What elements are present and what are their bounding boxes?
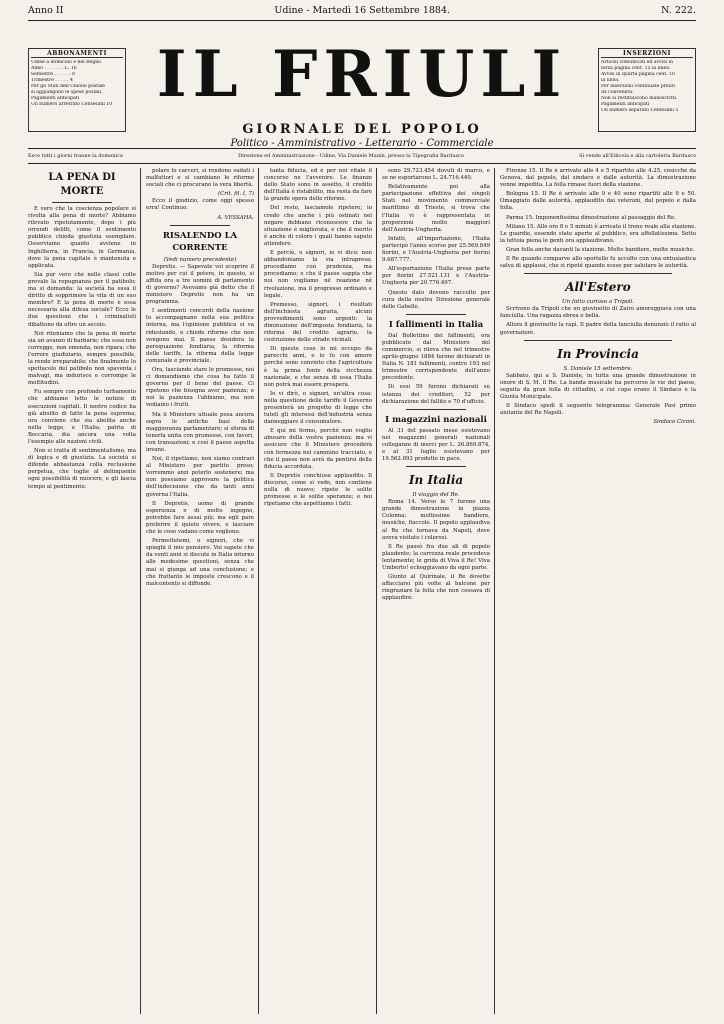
inserzioni-line: Non si restituiscono manoscritti. [601,96,678,101]
column-4 [382,168,490,1014]
paragraph: Ecco il giudizio, come oggi spesso erra! Continuo. [146,198,254,212]
paragraph: Sia pur vero che nelle classi colte prevale la repugnanza per il patibolo; ma si domanda: la società ha essa il diritto di sopprimere la vita di un suo membro? E la pena di morte è essa necessaria alla difesa sociale? Ecco le due questioni che i criminalisti dibattono da oltre un secolo. [28,271,136,328]
article-subtitle: (Vedi numero precedente) [163,256,237,263]
divider [52,202,112,203]
paragraph: Noi riteniamo che la pena di morte sia un avanzo di barbarie; che essa non corregge, non emenda, non ripara; che l'errore giudiziario, sempre possibile, la rende irreparabile; che finalmente lo spettacolo del patibolo non spaventa i malvagi, ma indurisce e corrompe le moltitudini. [28,330,136,387]
info-right: Si vende all'Edicola e alla cartoleria Bardusco [579,153,696,159]
paragraph: Scrivono da Tripoli che un giovinotto di Zairo amoreggiava con una fanciulla. Una ragazza ebrea e bella. [500,306,696,320]
paragraph: sono 29.723.454 dovuti di marco, e se ne esportarono L. 24.716.440. [382,168,490,182]
paragraph: E qui mi fermo, perché non voglio abusare della vostra pazienza; ma vi assicuro che il Ministero procederà con fermezza nel cammino tracciato, e che il paese non avrà da pentirsi della fiducia accordata. [264,428,372,470]
masthead-title: IL FRIULI [156,37,568,112]
paragraph: Giunto al Quirinale, il Re dovette affacciarsi più volte al balcone per ringraziare la folla che non cessava di applaudire. [382,574,490,602]
citation: (Crit. fil. I, 7) [218,191,254,198]
inserzioni-line: Pagamenti anticipati [601,102,650,107]
paragraph: Ma il Ministero attuale posa ancora sopra le antiche basi della maggioranza parlamentare; si sforza di tenerla unita con promesse, con favori, con transazioni; e così il paese aspetta invano. [146,411,254,453]
paragraph: Il Depretis, uomo di grande esperienza e di molto ingegno, potrebbe fare assai più; ma egli pare preferire il quieto vivere, e lasciare che le cose vadano come vogliono. [146,500,254,536]
column-rule [258,168,259,1014]
paragraph: Permettetemi, o signori, che vi spieghi il mio pensiero. Voi sapete che da venti anni si discute in Italia intorno alle medesime questioni, senza che mai si giunga ad una conclusione; e che frattanto le imposte crescono e il malcontento si diffonde. [146,538,254,587]
inserzioni-title: INSERZIONI [601,51,693,58]
abbonamenti-line: Semestre . . . . . . 8 [31,72,75,77]
column-3 [264,168,372,1014]
divider [406,466,466,467]
column-2 [146,168,254,1014]
paragraph: polare lo carceri, si rendono sudati i malfattori e si cambiano le riforme sociali che ci procurano la vera libertà. [146,168,254,189]
divider [406,409,466,410]
section-subtitle: S. Daniele 15 settembre. [563,365,633,372]
abbonamenti-box [28,48,126,132]
column-5 [500,168,696,1014]
abbonamenti-line: Per gli Stati dell'Unione postale [31,84,106,89]
abbonamenti-title: ABBONAMENTI [31,51,123,58]
inserzioni-box [598,48,696,132]
paragraph: tanta fiducia, ed è per noi vitale il concorso ne l'avvenire. Le finanze dello Stato sono in assetto, il credito dell'Italia è ristabilito, ma resta da fare la grande opera delle riforme. [264,168,372,203]
info-left: Esce tutti i giorni tranne la domenica [28,153,123,159]
column-1 [28,168,136,1014]
paragraph: Non si tratta di sentimentalismo, ma di logica e di giustizia. La società si difende abbastanza colla reclusione perpetua, che toglie al delinquente ogni possibilità di nuocere, e gli lascia tempo al pentimento. [28,448,136,490]
paragraph: Bologna 15. Il Re è arrivato alle 9 e 40 sono ripartiti alle 9 e 50. Omaggiato dalle autorità, applaudito dai veterani, dal popolo e dalla folla. [500,191,696,212]
paragraph: Milano 15. Alle ore 8 e 5 minuti è arrivato il treno reale alla stazione. Le guardie, essendo state aperte al pubblico, era affollatissima. Sotto la tettoia piena le genti ora applaudivano. [500,223,696,244]
paragraph: Ora, lasciando stare le promesse, noi ci domandiamo che cosa ha fatto il governo per il bene del paese. Ci ripetono che bisogna aver pazienza; e noi la pazienza l'abbiamo, ma non vediamo i frutti. [146,366,254,409]
inserzioni-line: Articoli comunicati ed avvisi in [601,60,673,65]
section-title-in-italia: In Italia [408,473,464,488]
section-title-provincia: In Provincia [557,346,639,361]
paragraph: Sabbato, qui a S. Daniele, in tutta una grande dimostrazione in onore di S. M. il Re. La banda musicale ha percorso le vie del paese, seguita da gran folla di cittadini, a cui capo erano il Sindaco e la Giunta Municipale. [500,372,696,400]
abbonamenti-line: Anno . . . . . . . L. 16 [31,66,77,71]
paragraph: Roma 14. Verso le 7 furono una grande dimostrazione in piazza Colonna; moltissime bandiere, musiche, fiaccole. Il popolo applaudiva al Re che tornava da Napoli, dove aveva visitato i colerosi. [382,499,490,541]
paragraph: Firenze 15. Il Re è arrivato alle 4 e 5 ripartito alle 4.25, cosicché da Genova, dal popolo, dal sindaco e dalle autorità. La dimostrazione venne impedita. La folla rimase fuori della stazione. [500,168,696,189]
divider [406,314,466,315]
divider [524,273,672,274]
info-center: Direzione ed Amministrazione - Udine, Via Daniele Manin, presso la Tipografia Bardusco [238,153,464,159]
inserzioni-line: da convenirsi. [601,90,634,95]
abbonamenti-line: Trimestre . . . . . 4 [31,78,73,83]
paragraph: Allora il giovinotto la rapì. Il padre della fanciulla denunziò il ratto al governatore. [500,322,696,336]
inserzioni-line: terza pagina cent. 15 la linea. [601,66,671,71]
info-rule-bottom [28,163,696,164]
paragraph: Il Sindaco spedì il seguente telegramma: Generale Pasi primo aiutante del Re Napoli. [500,402,696,417]
section-title-fallimenti: I fallimenti in Italia [388,319,484,330]
place-date: Udine - Martedì 16 Settembre 1884. [274,5,451,16]
paragraph: Infatti, all'importazione, l'Italia partecipò l'anno scorso per 25.569.849 fiorini, e l'Austria-Ungheria per fiorini 9.687.777. [382,235,490,264]
paragraph: Il Depretis conchiuse applaudito. Il discorso, come si vede, non contiene nulla di nuovo; ripete le solite promesse e le solite speranze; e noi ripetiamo che aspettiamo i fatti. [264,472,372,508]
paragraph: Del resto, lasciamole ripetere; io credo che anche i più ostinati nel negare debbano riconoscere che la situazione è migliorata, e che il merito è anche di coloro i quali hanno saputo attendere. [264,205,372,247]
section-subtitle: Un fatto curioso a Tripoli. [561,299,635,306]
paragraph: Di queste cose io mi occupo da parecchi anni, e lo fo con amore perché sono convinto che l'agricoltura è la prima fonte della ricchezza nazionale, e che senza di essa l'Italia non potrà mai essere prospera. [264,346,372,388]
paragraph: I sentimenti concordi della nazione lo accompagnano nella sua politica interna, ma l'opinione pubblica si va ridestando, e chiede riforme che non vengono mai. Il paese desidera la perequazione fondiaria, la riforma delle tariffe, la riforma della legge comunale e provinciale. [146,308,254,364]
inserzioni-line: Per inserzioni continuate prezzi [601,84,675,89]
year-label: Anno II [28,5,64,16]
paragraph: Il Re quando comparve allo sportello fu accolto con una entusiastica salva di applausi, che si ripeté quando scese per salutare le autorità. [500,256,696,270]
inserzioni-line: Avvisi in quarta pagina cent. 10 [601,72,675,77]
paragraph: Fu sempre con profondo turbamento che abbiamo letto le notizie di esecuzioni capitali. Il nostro codice ha già abolito di fatto la pena suprema; ora conviene che sia abolita anche nella legge, e l'Italia, patria di Beccaria, dia ancora una volta l'esempio alle nazioni civili. [28,389,136,445]
abbonamenti-line: Pagamenti anticipati [31,96,80,101]
column-rule [140,168,141,1014]
paragraph: All'esportazione l'Italia prese parte per fiorini 27.521.131 e l'Austria-Ungheria per 20.776.497. [382,266,490,287]
top-rule [28,20,696,21]
inserzioni-line: Un numero separato Centesimi 5 [601,108,679,113]
paragraph: Premesso, signori, i risultati dell'inchiesta agraria, alcuni provvedimenti sono urgenti: la diminuzione dell'imposta fondiaria, la riforma del credito agrario, la costruzione delle strade vicinali. [264,301,372,344]
paragraph: Questo dato devono raccolto per cura della nostra Direzione generale delle Gabelle. [382,289,490,310]
inserzioni-line: la linea. [601,78,620,83]
paragraph: Noi, il ripetiamo, non siamo contrari al Ministero per partito preso; vorremmo anzi poterlo sostenere; ma non possiamo approvare la politica dell'indecisione che da tanti anni governa l'Italia. [146,456,254,498]
abbonamenti-line: Udine a domicilio e nel Regno [31,60,101,65]
paragraph: Parma 15. Imponentissima dimostrazione al passaggio del Re. [506,214,676,221]
column-rule [494,168,495,1014]
column-rule [376,168,377,1014]
paragraph: Io vi dirò, o signori, un'altra cosa: nella questione delle tariffe il Governo presenterà un progetto di legge che tuteli gli interessi dell'industria senza danneggiare il consumatore. [264,390,372,426]
paragraph: Relativamente poi alla partecipazione effettiva dei singoli Stati nel movimento commerciale marittimo di Trieste, si trova che l'Italia vi è rappresentata in proporzioni molto maggiori dell'Austria-Ungheria. [382,184,490,233]
paragraph: Dal Bollettino dei fallimenti, ora pubblicato dal Ministero del commercio, si rileva che nel trimestre aprile-giugno 1884 furono dichiarati in Italia N. 181 fallimenti, contro 193 nel trimestre corrispondente dell'anno precedente. [382,332,490,382]
article-title-pena-di-morte: LA PENA DI MORTE [48,172,116,197]
paragraph: Gran folla anche davanti la stazione. Molte bandiere, molte musiche. [506,246,695,253]
issue-number: N. 222. [661,5,696,16]
masthead-tagline: Politico - Amministrativo - Letterario - Commerciale [230,138,494,149]
masthead-subtitle: GIORNALE DEL POPOLO [242,122,482,137]
top-line [28,4,696,18]
section-subtitle: Il viaggio del Re. [412,492,460,499]
paragraph: Al 31 del passato mese esistevano nei magazzini generali nazionali colleganze di merci per L. 26.869.874, e al 31 luglio esistevano per 19.562.893 prodotte in pace. [382,427,490,463]
abbonamenti-line: si aggiungono le spese postali. [31,90,103,95]
divider [524,340,672,341]
abbonamenti-line: Un numero arretrato Centesimi 10 [31,102,113,107]
signature: A. VESSAHA. [217,214,254,221]
article-title-risalendo: RISALENDO LA CORRENTE [162,230,238,253]
section-title-estero: All'Estero [565,280,631,295]
paragraph: Il Re passò fra due ali di popolo plaudente; la carrozza reale procedeva lentamente; le grida di Viva il Re! Viva Umberto! echeggiavano da ogni parte. [382,543,490,572]
info-bar [28,150,696,162]
paragraph: E vero che la coscienza popolare si rivolta alla pena di morte? Abbiamo rilevato ripetutamente, dopo i più orrendi delitti, come il sentimento pubblico chieda giustizia esemplare. Osserviamo quanto avviene in Inghilterra, in Francia, in Germania, dove la pena capitale è mantenuta e applicata. [28,206,136,269]
paragraph: Depretis. — Sapevate voi scoprire il motivo per cui il potere, in questo, si affida ora a tre uomini di parlamento di governo? Avevamo già detto che il ministero Depretis non ha un programma. [146,263,254,306]
section-title-magazzini: I magazzini nazionali [385,414,487,425]
divider [170,225,230,226]
paragraph: Di essi 59 furono dichiarati su istanza dei creditori, 52 per dichiarazione del fallito e 70 d'ufficio. [382,384,490,405]
info-rule-top [28,148,696,149]
signature: Sindaco Ciconi. [653,419,696,426]
paragraph: E perciò, o signori, io vi dico: non abbandoniamo la via intrapresa; procediamo con prudenza, ma procediamo; e che il paese sappia che noi non vogliamo né reazione né rivoluzione, ma il progresso ordinato e legale. [264,250,372,299]
